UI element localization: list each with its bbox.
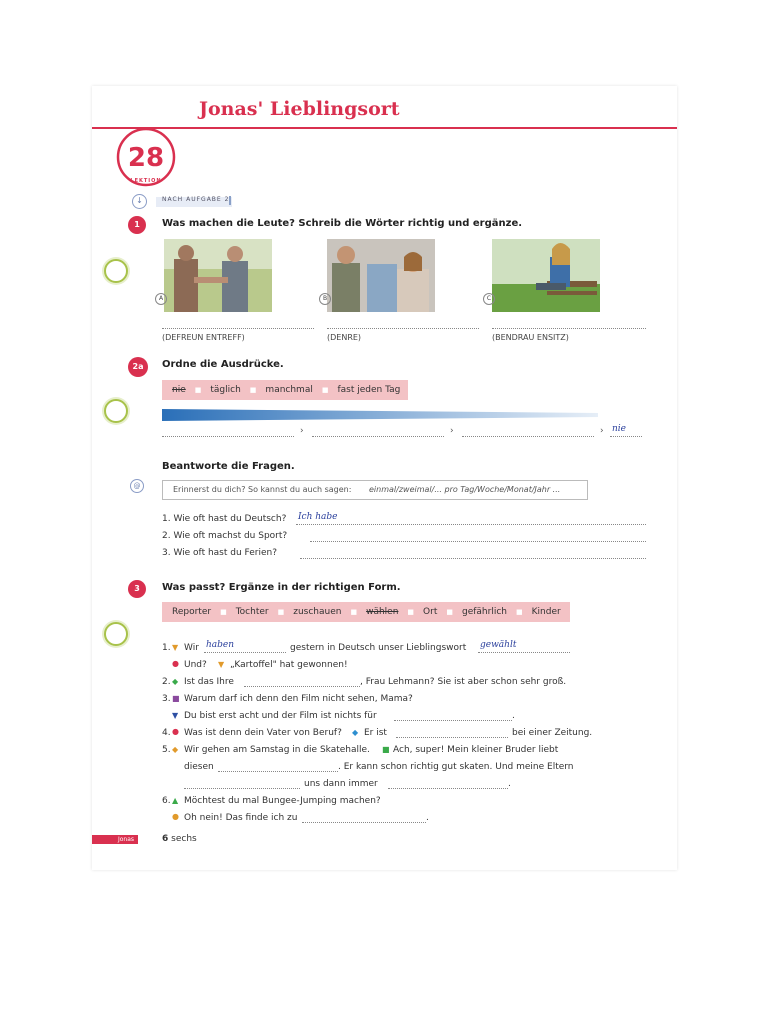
blank-5b[interactable] — [218, 771, 338, 772]
order-line-2[interactable] — [312, 436, 444, 437]
item-6-a: Möchtest du mal Bungee-Jumping machen? — [184, 796, 381, 806]
footer-page-number: 6 — [162, 834, 169, 844]
answer-line-q2[interactable] — [310, 541, 646, 542]
item-3-number: 3. — [162, 694, 171, 704]
info-text-italic: einmal/zweimal/... pro Tag/Woche/Monat/Jahr ... — [369, 485, 561, 494]
diamond-icon: ◆ — [172, 745, 179, 754]
blank-1a[interactable] — [204, 652, 286, 653]
word-zuschauen: zuschauen — [293, 607, 342, 617]
handwritten-answer-1: Ich habe — [298, 512, 338, 522]
word-reporter: Reporter — [172, 607, 212, 617]
blank-5c-2[interactable] — [388, 788, 508, 789]
caption-a: (DEFREUN ENTREFF) — [162, 333, 245, 342]
photo-c — [492, 239, 600, 312]
diamond-icon: ◆ — [352, 728, 359, 737]
lesson-badge — [112, 129, 178, 189]
item-2-number: 2. — [162, 677, 171, 687]
order-line-3[interactable] — [462, 436, 594, 437]
question-2: 2. Wie oft machst du Sport? — [162, 531, 288, 541]
triangle-icon: ▼ — [218, 660, 225, 669]
item-1a-pre: Wir — [184, 643, 199, 653]
frequency-scale — [162, 409, 598, 421]
item-5a-a: Wir gehen am Samstag in die Skatehalle. — [184, 745, 370, 755]
item-3-period: . — [512, 711, 515, 721]
info-text: Erinnerst du dich? So kannst du auch sagen: — [173, 485, 352, 494]
question-1: 1. Wie oft hast du Deutsch? — [162, 514, 287, 524]
question-3: 3. Wie oft hast du Ferien? — [162, 548, 277, 558]
footer-page-word: sechs — [171, 834, 197, 844]
item-1a-mid: gestern in Deutsch unser Lieblingswort — [290, 643, 467, 653]
link-icon[interactable] — [104, 259, 128, 283]
photo-b-letter: B — [319, 293, 331, 305]
dot-icon: ● — [172, 812, 179, 821]
blank-3[interactable] — [394, 720, 512, 721]
link-icon[interactable] — [104, 399, 128, 423]
workbook-page — [92, 86, 677, 870]
word-ort: Ort — [423, 607, 438, 617]
word-waehlen: wählen — [366, 607, 399, 617]
item-4-a: Was ist denn dein Vater von Beruf? — [184, 728, 342, 738]
answer-line-q3[interactable] — [300, 558, 646, 559]
exercise-number-3: 3 — [128, 580, 146, 598]
answer-line-q1[interactable] — [296, 524, 646, 525]
item-1b-a: Und? — [184, 660, 207, 670]
item-4-c: bei einer Zeitung. — [512, 728, 593, 738]
hint-label: NACH AUFGABE 2 — [162, 196, 230, 203]
handwritten-haben: haben — [206, 640, 235, 650]
blank-1a-2[interactable] — [478, 652, 570, 653]
exercise-3-heading: Was passt? Ergänze in der richtigen Form. — [162, 582, 401, 593]
answer-line-b[interactable] — [327, 328, 479, 329]
photo-c-letter: C — [483, 293, 495, 305]
triangle-up-icon: ▲ — [172, 796, 179, 805]
chevron-right-icon: › — [300, 426, 304, 436]
answer-line-c[interactable] — [492, 328, 646, 329]
handwritten-nie: nie — [612, 424, 627, 434]
item-3-a: Warum darf ich denn den Film nicht sehen, Mama? — [184, 694, 413, 704]
dot-icon: ● — [172, 727, 179, 736]
blank-4[interactable] — [396, 737, 508, 738]
footer-page — [162, 834, 197, 844]
arrow-down-icon: ↓ — [132, 194, 147, 209]
triangle-icon: ▼ — [172, 643, 179, 652]
photo-a — [164, 239, 272, 312]
order-line-4[interactable] — [610, 436, 642, 437]
item-6-number: 6. — [162, 796, 171, 806]
dot-icon: ● — [172, 659, 179, 668]
item-1-number: 1. — [162, 643, 171, 653]
lesson-number: 28 — [127, 143, 165, 173]
caption-b: (DENRE) — [327, 333, 362, 342]
title-rule — [92, 127, 677, 129]
lesson-label: LEKTION — [130, 178, 162, 184]
item-6-b: Oh nein! Das finde ich zu — [184, 813, 298, 823]
exercise-2a-heading: Ordne die Ausdrücke. — [162, 359, 284, 370]
square-icon: ■ — [382, 745, 390, 754]
item-4-b: Er ist — [364, 728, 387, 738]
triangle-icon: ▼ — [172, 711, 179, 720]
footer-tag: Jonas — [92, 835, 138, 844]
item-2-a: Ist das Ihre — [184, 677, 234, 687]
answer-line-a[interactable] — [162, 328, 314, 329]
hint-bar — [229, 196, 231, 205]
blank-2[interactable] — [244, 686, 360, 687]
item-5a-b: Ach, super! Mein kleiner Bruder liebt — [393, 745, 559, 755]
diamond-icon: ◆ — [172, 677, 179, 686]
item-2-b: , Frau Lehmann? Sie ist aber schon sehr groß. — [360, 677, 567, 687]
word-nie: nie — [172, 385, 186, 395]
word-gefaehrlich: gefährlich — [462, 607, 507, 617]
photo-a-letter: A — [155, 293, 167, 305]
word-fast-jeden-tag: fast jeden Tag — [337, 385, 401, 395]
link-icon[interactable] — [104, 622, 128, 646]
exercise-number-2a: 2a — [128, 357, 148, 377]
word-box-2a: nie ■ täglich ■ manchmal ■ fast jeden Tag — [162, 380, 408, 400]
chevron-right-icon: › — [450, 426, 454, 436]
item-5c-period: . — [508, 779, 511, 789]
item-1b-b: „Kartoffel" hat gewonnen! — [230, 660, 348, 670]
word-tochter: Tochter — [235, 607, 269, 617]
word-taeglich: täglich — [210, 385, 241, 395]
photo-b — [327, 239, 435, 312]
item-5c: uns dann immer — [304, 779, 378, 789]
exercise-number-1: 1 — [128, 216, 146, 234]
memory-icon: @ — [130, 479, 144, 493]
page-title: Jonas' Lieblingsort — [199, 98, 400, 120]
word-kinder: Kinder — [531, 607, 561, 617]
item-5b-b: . Er kann schon richtig gut skaten. Und meine Eltern — [338, 762, 574, 772]
item-5b-a: diesen — [184, 762, 214, 772]
word-box-3: Reporter ■ Tochter ■ zuschauen ■ wählen ■ Ort ■ gefährlich ■ Kinder — [162, 602, 570, 622]
blank-6[interactable] — [302, 822, 426, 823]
handwritten-gewaehlt: gewählt — [480, 640, 517, 650]
exercise-2b-heading: Beantworte die Fragen. — [162, 461, 295, 472]
item-5-number: 5. — [162, 745, 171, 755]
info-box — [162, 480, 588, 500]
item-3-b: Du bist erst acht und der Film ist nichts für — [184, 711, 377, 721]
item-4-number: 4. — [162, 728, 171, 738]
order-line-1[interactable] — [162, 436, 294, 437]
word-manchmal: manchmal — [265, 385, 313, 395]
exercise-1-heading: Was machen die Leute? Schreib die Wörter richtig und ergänze. — [162, 218, 523, 229]
square-icon: ■ — [172, 694, 180, 703]
item-6-period: . — [426, 813, 429, 823]
blank-5c[interactable] — [184, 788, 300, 789]
caption-c: (BENDRAU ENSITZ) — [492, 333, 569, 342]
chevron-right-icon: › — [600, 426, 604, 436]
